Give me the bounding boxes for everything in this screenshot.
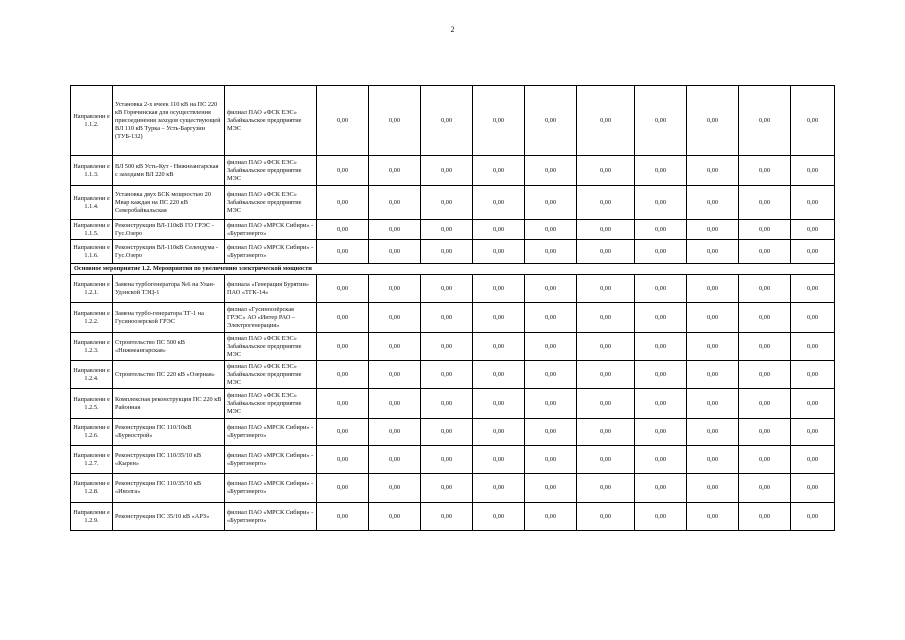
value-cell: 0,00 xyxy=(687,303,739,333)
organization: филиал ПАО «ФСК ЕЭС» Забайкальское предприятие МЭС xyxy=(225,361,317,389)
measure-code: Направлени е 1.2.7. xyxy=(71,446,113,474)
value-cell: 0,00 xyxy=(791,361,835,389)
value-cell: 0,00 xyxy=(739,156,791,186)
organization: филиал ПАО «МРСК Сибири» - «Бурятэнерго» xyxy=(225,419,317,446)
value-cell: 0,00 xyxy=(739,240,791,264)
measure-name: Установка двух БСК мощностью 20 Мвар каждая на ПС 220 кВ Северобайкальская xyxy=(113,186,225,220)
organization: филиал ПАО «МРСК Сибири» - «Бурятэнерго» xyxy=(225,503,317,531)
value-cell: 0,00 xyxy=(525,333,577,361)
section-title: Основное мероприятие 1.2. Мероприятия по увеличению электрической мощности xyxy=(71,264,835,275)
value-cell: 0,00 xyxy=(473,474,525,503)
value-cell: 0,00 xyxy=(317,419,369,446)
organization: филиал «Гусиноозёрская ГРЭС» АО «Интер РАО – Электрогенерация» xyxy=(225,303,317,333)
value-cell: 0,00 xyxy=(635,240,687,264)
value-cell: 0,00 xyxy=(577,446,635,474)
value-cell: 0,00 xyxy=(317,220,369,240)
value-cell: 0,00 xyxy=(791,220,835,240)
measure-name: Реконструкция ПС 110/35/10 кВ «Кырен» xyxy=(113,446,225,474)
value-cell: 0,00 xyxy=(791,389,835,419)
value-cell: 0,00 xyxy=(739,446,791,474)
value-cell: 0,00 xyxy=(577,474,635,503)
organization: филиал ПАО «ФСК ЕЭС» Забайкальское предприятие МЭС xyxy=(225,186,317,220)
value-cell: 0,00 xyxy=(525,186,577,220)
value-cell: 0,00 xyxy=(525,303,577,333)
value-cell: 0,00 xyxy=(635,503,687,531)
measure-code: Направлени е 1.2.4. xyxy=(71,361,113,389)
organization: филиала «Генерация Бурятии» ПАО «ТГК-14» xyxy=(225,275,317,303)
page-number: 2 xyxy=(450,25,455,34)
value-cell: 0,00 xyxy=(369,333,421,361)
value-cell: 0,00 xyxy=(739,275,791,303)
value-cell: 0,00 xyxy=(473,303,525,333)
value-cell: 0,00 xyxy=(577,419,635,446)
value-cell: 0,00 xyxy=(739,474,791,503)
value-cell: 0,00 xyxy=(635,303,687,333)
value-cell: 0,00 xyxy=(577,186,635,220)
table-row xyxy=(71,474,835,503)
value-cell: 0,00 xyxy=(687,186,739,220)
value-cell: 0,00 xyxy=(421,333,473,361)
value-cell: 0,00 xyxy=(687,240,739,264)
value-cell: 0,00 xyxy=(739,333,791,361)
organization: филиал ПАО «ФСК ЕЭС» Забайкальское предприятие МЭС xyxy=(225,333,317,361)
measure-name: Замена турбогенератора №6 на Улан-Удэнской ТЭЦ-1 xyxy=(113,275,225,303)
value-cell: 0,00 xyxy=(687,220,739,240)
value-cell: 0,00 xyxy=(473,419,525,446)
value-cell: 0,00 xyxy=(791,186,835,220)
value-cell: 0,00 xyxy=(473,240,525,264)
value-cell: 0,00 xyxy=(317,389,369,419)
table-row xyxy=(71,303,835,333)
value-cell: 0,00 xyxy=(577,240,635,264)
value-cell: 0,00 xyxy=(525,474,577,503)
value-cell: 0,00 xyxy=(421,389,473,419)
value-cell: 0,00 xyxy=(473,86,525,156)
value-cell: 0,00 xyxy=(577,220,635,240)
value-cell: 0,00 xyxy=(369,389,421,419)
value-cell: 0,00 xyxy=(635,333,687,361)
value-cell: 0,00 xyxy=(687,446,739,474)
table-body-top xyxy=(71,86,835,264)
table-body-bottom xyxy=(71,275,835,531)
value-cell: 0,00 xyxy=(369,240,421,264)
measure-name: Реконструкция ВЛ-110кВ ГО ГРЭС - Гус.Озеро xyxy=(113,220,225,240)
measure-code: Направлени е 1.1.5. xyxy=(71,220,113,240)
value-cell: 0,00 xyxy=(687,86,739,156)
value-cell: 0,00 xyxy=(369,474,421,503)
value-cell: 0,00 xyxy=(635,361,687,389)
value-cell: 0,00 xyxy=(473,389,525,419)
value-cell: 0,00 xyxy=(739,361,791,389)
value-cell: 0,00 xyxy=(791,474,835,503)
table-row xyxy=(71,275,835,303)
value-cell: 0,00 xyxy=(739,220,791,240)
section-row-group xyxy=(71,264,835,275)
value-cell: 0,00 xyxy=(525,275,577,303)
value-cell: 0,00 xyxy=(635,419,687,446)
value-cell: 0,00 xyxy=(317,446,369,474)
table-row xyxy=(71,156,835,186)
table-row xyxy=(71,503,835,531)
measure-name: Замена турбо-генератора ТГ-1 на Гусиноозерской ГРЭС xyxy=(113,303,225,333)
value-cell: 0,00 xyxy=(525,446,577,474)
value-cell: 0,00 xyxy=(369,446,421,474)
value-cell: 0,00 xyxy=(317,303,369,333)
measure-name: Строительство ПС 220 кВ «Озерная» xyxy=(113,361,225,389)
value-cell: 0,00 xyxy=(739,303,791,333)
measures-table xyxy=(70,85,835,531)
table-row xyxy=(71,86,835,156)
value-cell: 0,00 xyxy=(687,333,739,361)
value-cell: 0,00 xyxy=(525,361,577,389)
organization: филиал ПАО «ФСК ЕЭС» Забайкальское предприятие МЭС xyxy=(225,86,317,156)
table-row xyxy=(71,220,835,240)
value-cell: 0,00 xyxy=(421,86,473,156)
table-row xyxy=(71,446,835,474)
value-cell: 0,00 xyxy=(577,503,635,531)
measure-name: ВЛ 500 кВ Усть-Кут - Нижнеангарская с заходами ВЛ 220 кВ xyxy=(113,156,225,186)
value-cell: 0,00 xyxy=(421,156,473,186)
value-cell: 0,00 xyxy=(421,361,473,389)
value-cell: 0,00 xyxy=(791,333,835,361)
value-cell: 0,00 xyxy=(473,503,525,531)
value-cell: 0,00 xyxy=(369,361,421,389)
value-cell: 0,00 xyxy=(687,389,739,419)
value-cell: 0,00 xyxy=(739,86,791,156)
value-cell: 0,00 xyxy=(473,156,525,186)
table-row xyxy=(71,240,835,264)
value-cell: 0,00 xyxy=(577,303,635,333)
measure-code: Направлени е 1.1.3. xyxy=(71,156,113,186)
value-cell: 0,00 xyxy=(421,275,473,303)
value-cell: 0,00 xyxy=(473,333,525,361)
value-cell: 0,00 xyxy=(635,275,687,303)
table-row xyxy=(71,419,835,446)
value-cell: 0,00 xyxy=(687,275,739,303)
value-cell: 0,00 xyxy=(317,156,369,186)
measure-code: Направлени е 1.2.9. xyxy=(71,503,113,531)
measure-name: Строительство ПС 500 кВ «Нижнеангарская» xyxy=(113,333,225,361)
value-cell: 0,00 xyxy=(369,86,421,156)
measure-code: Направлени е 1.1.6. xyxy=(71,240,113,264)
value-cell: 0,00 xyxy=(473,446,525,474)
measure-code: Направлени е 1.2.6. xyxy=(71,419,113,446)
value-cell: 0,00 xyxy=(635,156,687,186)
measure-name: Реконструкция ПС 110/35/10 кВ «Иволга» xyxy=(113,474,225,503)
value-cell: 0,00 xyxy=(687,156,739,186)
table-row xyxy=(71,389,835,419)
value-cell: 0,00 xyxy=(369,156,421,186)
value-cell: 0,00 xyxy=(577,389,635,419)
organization: филиал ПАО «МРСК Сибири» - «Бурятэнерго» xyxy=(225,240,317,264)
measure-name: Комплексная реконструкция ПС 220 кВ Районная xyxy=(113,389,225,419)
value-cell: 0,00 xyxy=(687,503,739,531)
value-cell: 0,00 xyxy=(791,303,835,333)
value-cell: 0,00 xyxy=(473,186,525,220)
value-cell: 0,00 xyxy=(421,503,473,531)
measure-name: Реконструкция ПС 35/10 кВ «АРЗ» xyxy=(113,503,225,531)
value-cell: 0,00 xyxy=(635,446,687,474)
value-cell: 0,00 xyxy=(421,240,473,264)
value-cell: 0,00 xyxy=(317,240,369,264)
measure-code: Направлени е 1.2.2. xyxy=(71,303,113,333)
organization: филиал ПАО «ФСК ЕЭС» Забайкальское предприятие МЭС xyxy=(225,389,317,419)
table-row xyxy=(71,333,835,361)
measure-name: Реконструкция ПС 110/10кВ «Бурвострой» xyxy=(113,419,225,446)
value-cell: 0,00 xyxy=(739,389,791,419)
value-cell: 0,00 xyxy=(421,303,473,333)
value-cell: 0,00 xyxy=(421,419,473,446)
value-cell: 0,00 xyxy=(317,503,369,531)
value-cell: 0,00 xyxy=(525,389,577,419)
value-cell: 0,00 xyxy=(369,503,421,531)
value-cell: 0,00 xyxy=(791,240,835,264)
value-cell: 0,00 xyxy=(525,240,577,264)
section-row xyxy=(71,264,835,275)
value-cell: 0,00 xyxy=(687,361,739,389)
measure-code: Направлени е 1.2.3. xyxy=(71,333,113,361)
value-cell: 0,00 xyxy=(577,361,635,389)
measure-code: Направлени е 1.1.2. xyxy=(71,86,113,156)
organization: филиал ПАО «МРСК Сибири» - «Бурятэнерго» xyxy=(225,220,317,240)
value-cell: 0,00 xyxy=(635,474,687,503)
value-cell: 0,00 xyxy=(473,220,525,240)
measure-code: Направлени е 1.2.1. xyxy=(71,275,113,303)
value-cell: 0,00 xyxy=(577,275,635,303)
value-cell: 0,00 xyxy=(791,503,835,531)
value-cell: 0,00 xyxy=(739,503,791,531)
value-cell: 0,00 xyxy=(421,474,473,503)
measure-name: Реконструкция ВЛ-110кВ Селендума - Гус.Озеро xyxy=(113,240,225,264)
value-cell: 0,00 xyxy=(421,446,473,474)
value-cell: 0,00 xyxy=(791,86,835,156)
value-cell: 0,00 xyxy=(739,419,791,446)
value-cell: 0,00 xyxy=(525,220,577,240)
value-cell: 0,00 xyxy=(369,186,421,220)
value-cell: 0,00 xyxy=(317,86,369,156)
value-cell: 0,00 xyxy=(635,86,687,156)
value-cell: 0,00 xyxy=(577,333,635,361)
value-cell: 0,00 xyxy=(317,186,369,220)
value-cell: 0,00 xyxy=(473,361,525,389)
value-cell: 0,00 xyxy=(791,446,835,474)
organization: филиал ПАО «МРСК Сибири» - «Бурятэнерго» xyxy=(225,474,317,503)
value-cell: 0,00 xyxy=(635,186,687,220)
value-cell: 0,00 xyxy=(421,220,473,240)
value-cell: 0,00 xyxy=(577,86,635,156)
value-cell: 0,00 xyxy=(369,220,421,240)
value-cell: 0,00 xyxy=(317,333,369,361)
value-cell: 0,00 xyxy=(525,503,577,531)
value-cell: 0,00 xyxy=(369,303,421,333)
value-cell: 0,00 xyxy=(317,474,369,503)
value-cell: 0,00 xyxy=(635,220,687,240)
value-cell: 0,00 xyxy=(421,186,473,220)
value-cell: 0,00 xyxy=(525,156,577,186)
organization: филиал ПАО «ФСК ЕЭС» Забайкальское предприятие МЭС xyxy=(225,156,317,186)
value-cell: 0,00 xyxy=(791,156,835,186)
value-cell: 0,00 xyxy=(369,275,421,303)
value-cell: 0,00 xyxy=(687,419,739,446)
value-cell: 0,00 xyxy=(577,156,635,186)
value-cell: 0,00 xyxy=(317,275,369,303)
measure-code: Направлени е 1.1.4. xyxy=(71,186,113,220)
value-cell: 0,00 xyxy=(687,474,739,503)
value-cell: 0,00 xyxy=(369,419,421,446)
measure-code: Направлени е 1.2.5. xyxy=(71,389,113,419)
value-cell: 0,00 xyxy=(525,419,577,446)
value-cell: 0,00 xyxy=(317,361,369,389)
value-cell: 0,00 xyxy=(791,275,835,303)
table-row xyxy=(71,361,835,389)
value-cell: 0,00 xyxy=(525,86,577,156)
measure-name: Установка 2-х ячеек 110 кВ на ПС 220 кВ Горячинская для осуществления присоединения заходов существующей ВЛ 110 кВ Турка – Усть-Баргузин (ТУБ-132) xyxy=(113,86,225,156)
value-cell: 0,00 xyxy=(739,186,791,220)
organization: филиал ПАО «МРСК Сибири» - «Бурятэнерго» xyxy=(225,446,317,474)
value-cell: 0,00 xyxy=(635,389,687,419)
value-cell: 0,00 xyxy=(473,275,525,303)
measure-code: Направлени е 1.2.8. xyxy=(71,474,113,503)
value-cell: 0,00 xyxy=(791,419,835,446)
table-row xyxy=(71,186,835,220)
